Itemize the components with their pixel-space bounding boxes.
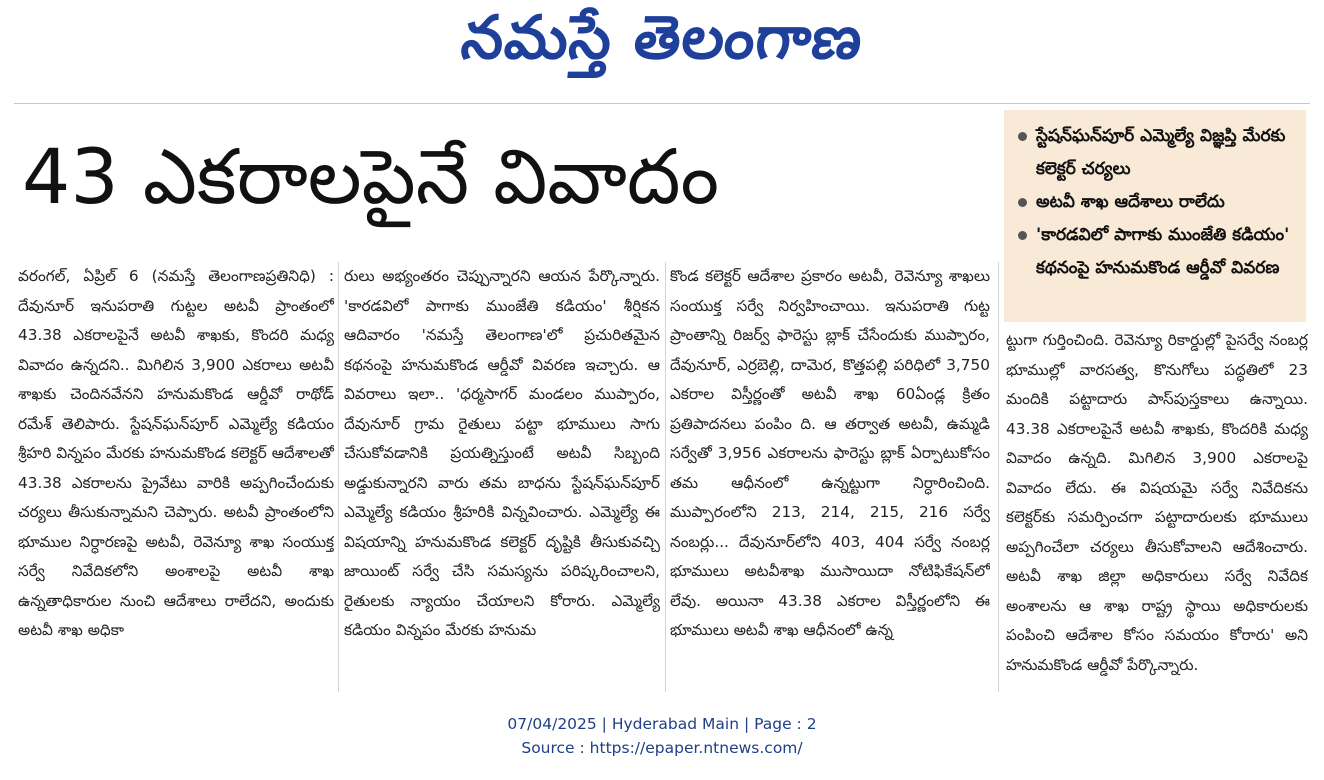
- article-headline: 43 ఎకరాలపైనే వివాదం: [22, 132, 720, 221]
- column-divider: [338, 262, 339, 692]
- highlight-text: 'కారడవిలో పాగాకు ముంజేతి కడియం' కథనంపై హనుమకొండ ఆర్డీవో వివరణ: [1036, 225, 1290, 278]
- page-footer: [0, 712, 1324, 760]
- highlight-text: అటవీ శాఖ ఆదేశాలు రాలేదు: [1036, 192, 1225, 212]
- article-column-1: వరంగల్, ఏప్రిల్ 6 (నమస్తే తెలంగాణప్రతినిధి) : దేవునూర్ ఇనుపరాతి గుట్టల అటవీ ప్రాంతంలో 43.38 ఎకరాలపైనే అటవీ శాఖకు, కొందరి మధ్య వివాదం ఉన్నదని.. మిగిలిన 3,900 ఎకరాలు అటవీ శాఖకు చెందినవేనని హనుమకొండ ఆర్డీవో రాథోడ్ రమేశ్ తెలిపారు. స్టేషన్‌ఘన్‌పూర్ ఎమ్మెల్యే కడియం శ్రీహరి విన్నపం మేరకు హనుమకొండ కలెక్టర్ ఆదేశాలతో 43.38 ఎకరాలను ప్రైవేటు వారికి అప్పగించేందుకు చర్యలు తీసుకున్నామని చెప్పారు. అటవీ ప్రాంతంలోని భూముల నిర్ధారణపై అటవీ, రెవెన్యూ శాఖ సంయుక్త సర్వే నివేదికలోని అంశాలపై అటవీ శాఖ ఉన్నతాధికారుల నుంచి ఆదేశాలు రాలేదని, అందుకు అటవీ శాఖ అధికా: [18, 267, 334, 639]
- footer-dateline: 07/04/2025 | Hyderabad Main | Page : 2: [507, 715, 817, 733]
- column-divider: [665, 262, 666, 692]
- bullet-icon: [1018, 132, 1027, 141]
- bullet-icon: [1018, 231, 1027, 240]
- newspaper-logo: నమస్తే తెలంగాణ: [458, 3, 867, 73]
- masthead: [0, 2, 1324, 88]
- footer-source-link[interactable]: Source : https://epaper.ntnews.com/: [521, 739, 803, 757]
- highlight-item: [1016, 120, 1296, 186]
- article-column-3: కొండ కలెక్టర్ ఆదేశాల ప్రకారం అటవీ, రెవెన్యూ శాఖలు సంయుక్త సర్వే నిర్వహించాయి. ఇనుపరాతి గుట్ట ప్రాంతాన్ని రిజర్వ్ ఫారెస్టు బ్లాక్ చేసేందుకు ముప్పారం, దేవునూర్, ఎర్రబెల్లి, దామెర, కొత్తపల్లి పరిధిలో 3,750 ఎకరాల విస్తీర్ణంతో అటవీ శాఖ 60ఏండ్ల క్రితం ప్రతిపాదనలు పంపిం ది. ఆ తర్వాత అటవీ, ఉమ్మడి సర్వేతో 3,956 ఎకరాలను ఫారెస్టు బ్లాక్ ఏర్పాటుకోసం తమ ఆధీనంలో ఉన్నట్టుగా నిర్ధారించింది. ముప్పారంలోని 213, 214, 215, 216 సర్వే నంబర్లు... దేవునూర్‌లోని 403, 404 సర్వే నంబర్ల భూములు అటవీశాఖ ముసాయిదా నోటిఫికేషన్‌లో లేవు. అయినా 43.38 ఎకరాల విస్తీర్ణంలోని ఈ భూములు అటవీ శాఖ ఆధీనంలో ఉన్న: [670, 267, 990, 639]
- highlight-item: [1016, 219, 1296, 285]
- bullet-icon: [1018, 198, 1027, 207]
- article-column-4: ట్టుగా గుర్తించింది. రెవెన్యూ రికార్డుల్లో పైసర్వే నంబర్ల భూముల్లో వారసత్వ, కొనుగోలు పద్ధతిలో 23 మందికి పట్టాదారు పాస్‌పుస్తకాలు ఉన్నాయి. 43.38 ఎకరాలపైనే అటవీ శాఖకు, కొందరికి మధ్య వివాదం ఉన్నది. మిగిలిన 3,900 ఎకరాలపై వివాదం లేదు. ఈ విషయమై సర్వే నివేదికను కలెక్టర్‌కు సమర్పించగా పట్టాదారులకు భూములు అప్పగించేలా చర్యలు తీసుకోవాలని ఆదేశించారు. అటవీ శాఖ జిల్లా అధికారులు సర్వే నివేదిక అంశాలను ఆ శాఖ రాష్ట్ర స్థాయి అధికారులకు పంపించి ఆదేశాల కోసం సమయం కోరారు' అని హనుమకొండ ఆర్డీవో పేర్కొన్నారు.: [1006, 331, 1308, 674]
- highlight-text: స్టేషన్‌ఘన్‌పూర్ ఎమ్మెల్యే విజ్ఞప్తి మేరకు కలెక్టర్ చర్యలు: [1036, 126, 1286, 179]
- highlights-box: [1004, 110, 1306, 322]
- highlight-item: [1016, 186, 1296, 219]
- column-divider: [998, 262, 999, 692]
- top-rule: [14, 103, 1310, 104]
- article-column-2: రులు అభ్యంతరం చెప్పున్నారని ఆయన పేర్కొన్నారు. 'కారడవిలో పాగాకు ముంజేతి కడియం' శీర్షికన ఆదివారం 'నమస్తే తెలంగాణ'లో ప్రచురితమైన కథనంపై హనుమకొండ ఆర్డీవో వివరణ ఇచ్చారు. ఆ వివరాలు ఇలా.. 'ధర్మసాగర్ మండలం ముప్పారం, దేవునూర్ గ్రామ రైతులు పట్టా భూములు సాగు చేసుకోవడానికి ప్రయత్నిస్తుంటే అటవీ సిబ్బంది అడ్డుకున్నారని వారు తమ బాధను స్టేషన్‌ఘన్‌పూర్ ఎమ్మెల్యే కడియం శ్రీహరికి విన్నవించారు. ఎమ్మెల్యే ఈ విషయాన్ని హనుమకొండ కలెక్టర్ దృష్టికి తీసుకువచ్చి జాయింట్ సర్వే చేసి సమస్యను పరిష్కరించాలని, రైతులకు న్యాయం చేయాలని కోరారు. ఎమ్మెల్యే కడియం విన్నపం మేరకు హనుమ: [344, 267, 660, 639]
